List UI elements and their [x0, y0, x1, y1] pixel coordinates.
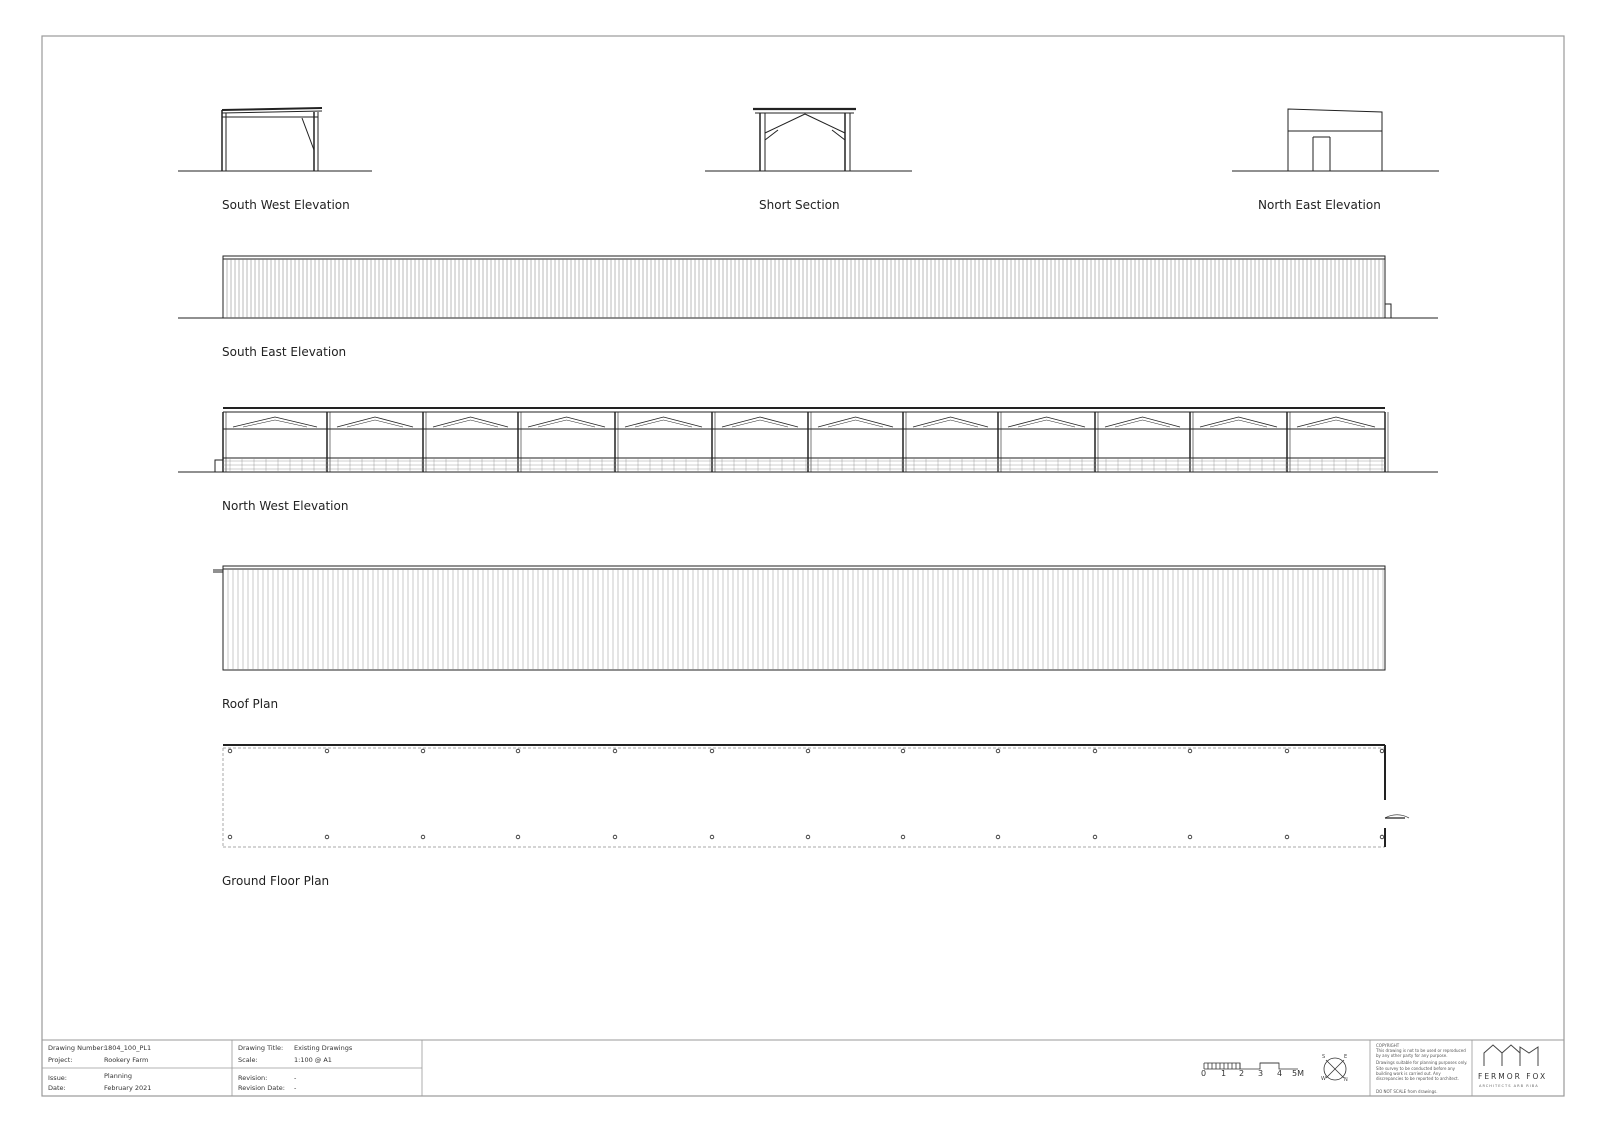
- logo-name: FERMOR FOX: [1478, 1072, 1548, 1081]
- copyright-line-4: DO NOT SCALE from drawings.: [1376, 1089, 1438, 1094]
- copyright-line-3: Site survey to be conducted before any building work is carried out. Any discrepancies to be reported to architect.: [1376, 1066, 1459, 1081]
- north-arrow-icon: [1324, 1058, 1346, 1080]
- copyright-heading: COPYRIGHT: [1376, 1043, 1400, 1048]
- drawing-title-label: Drawing Title:: [238, 1044, 284, 1052]
- issue-label: Issue:: [48, 1074, 67, 1082]
- copyright-line-2: Drawings suitable for planning purposes only.: [1376, 1060, 1468, 1065]
- scale-tick-3: 3: [1258, 1069, 1264, 1078]
- date-label: Date:: [48, 1084, 66, 1092]
- logo-tagline: ARCHITECTS ARB RIBA: [1479, 1084, 1539, 1088]
- south-west-elevation-title: South West Elevation: [222, 198, 350, 212]
- north-east-elevation-title: North East Elevation: [1258, 198, 1381, 212]
- project-value: Rookery Farm: [104, 1056, 149, 1064]
- north-west-elevation-title: North West Elevation: [222, 499, 349, 513]
- roof-plan-drawing: [213, 566, 1385, 670]
- project-label: Project:: [48, 1056, 73, 1064]
- revision-label: Revision:: [238, 1074, 268, 1082]
- issue-value: Planning: [104, 1072, 132, 1080]
- south-east-elevation-drawing: [178, 256, 1438, 318]
- drawing-number-label: Drawing Number:: [48, 1044, 106, 1052]
- drawing-number-value: 1804_100_PL1: [104, 1044, 152, 1052]
- compass-w: W: [1321, 1076, 1326, 1082]
- scale-tick-4: 4: [1277, 1069, 1283, 1078]
- ground-floor-plan-title: Ground Floor Plan: [222, 874, 330, 888]
- north-east-elevation-drawing: [1232, 109, 1439, 171]
- scale-tick-5m: 5M: [1292, 1069, 1304, 1078]
- revision-value: -: [294, 1074, 297, 1082]
- ground-floor-plan-drawing: [223, 745, 1409, 847]
- scale-label: Scale:: [238, 1056, 258, 1064]
- short-section-drawing: [705, 109, 912, 171]
- scale-tick-0: 0: [1201, 1069, 1207, 1078]
- scale-tick-2: 2: [1239, 1069, 1245, 1078]
- short-section-title: Short Section: [759, 198, 840, 212]
- south-east-elevation-title: South East Elevation: [222, 345, 347, 359]
- south-west-elevation-drawing: [178, 108, 372, 171]
- drawing-title-value: Existing Drawings: [294, 1044, 353, 1052]
- compass-e: E: [1344, 1054, 1348, 1060]
- fermor-fox-logo-icon: [1484, 1045, 1538, 1066]
- revision-date-label: Revision Date:: [238, 1084, 285, 1092]
- copyright-line-1: This drawing is not to be used or reproduced by any other party for any purpose.: [1376, 1048, 1466, 1058]
- scale-value: 1:100 @ A1: [294, 1056, 332, 1064]
- scale-bar: [1204, 1063, 1298, 1069]
- revision-date-value: -: [294, 1084, 297, 1092]
- compass-s: S: [1322, 1054, 1326, 1060]
- date-value: February 2021: [104, 1084, 152, 1092]
- north-west-elevation-drawing: [178, 408, 1438, 472]
- roof-plan-title: Roof Plan: [222, 697, 279, 711]
- scale-tick-1: 1: [1221, 1069, 1227, 1078]
- compass-n: N: [1344, 1077, 1348, 1083]
